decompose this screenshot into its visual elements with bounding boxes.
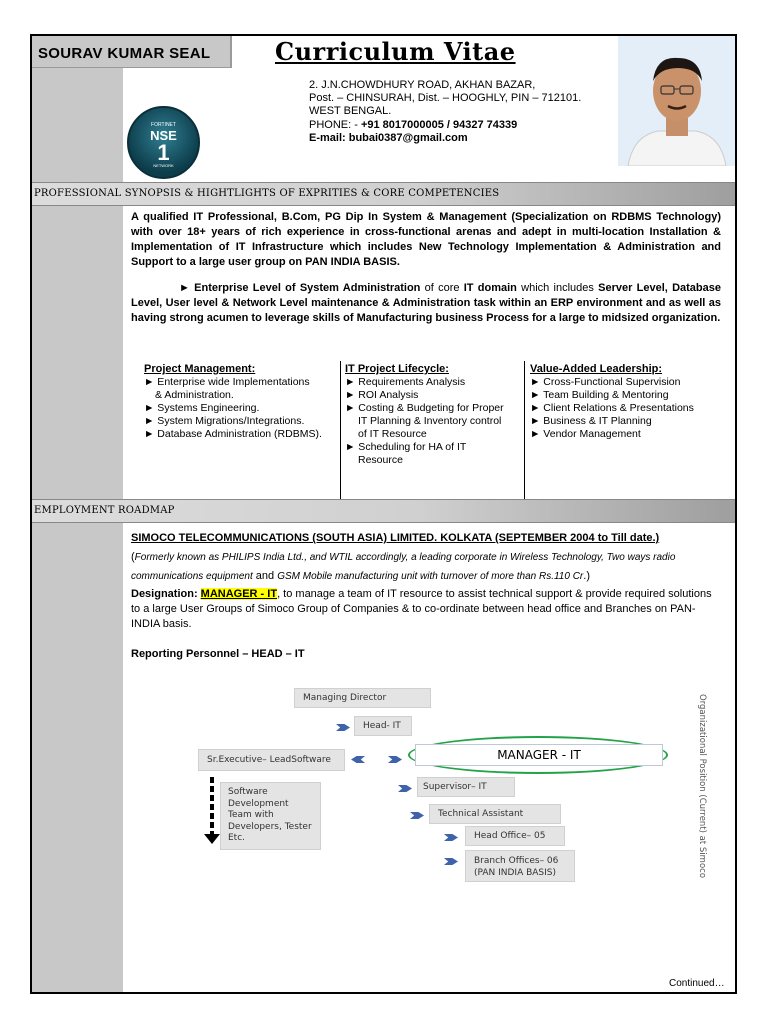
designation-paragraph [131,587,721,632]
column-item: ► Business & IT Planning [530,415,652,427]
arrow-right-icon [388,756,402,763]
cv-title: Curriculum Vitae [275,37,516,66]
badge-line-1: FORTINET [151,122,176,128]
profile-photo [618,36,735,166]
vertical-caption [697,694,711,894]
arrow-right-icon [444,834,458,841]
column-item: ► Database Administration (RDBMS). [144,428,322,440]
column-title: Project Management: [144,363,256,375]
synopsis-section-header: PROFESSIONAL SYNOPSIS & HIGHTLIGHTS OF EXPRITIES & CORE COMPETENCIES [32,182,735,206]
column-divider [340,361,341,499]
designation-role: MANAGER - IT [200,588,278,600]
column-item: IT Planning & Inventory control [358,415,502,427]
column-item: ► Client Relations & Presentations [530,402,694,414]
column-divider [524,361,525,499]
reporting-personnel: Reporting Personnel – HEAD – IT [131,648,305,660]
column-item: ► Scheduling for HA of IT [345,441,467,453]
arrow-down-icon [204,834,220,844]
company-heading: SIMOCO TELECOMMUNICATIONS (SOUTH ASIA) LIMITED. KOLKATA (SEPTEMBER 2004 to Till date.) [131,532,660,544]
column-item: & Administration. [155,389,234,401]
arrow-right-icon [398,785,412,792]
column-item: ► Systems Engineering. [144,402,260,414]
synopsis-p2-e: Server Level, Database Level, User level & Network Level maintenance & Administration task within an ERP environment and as well as having strong acumen to leverage skills of Manufacturing business Process for a large to midsized organization. [131,282,721,324]
column-item: ► Vendor Management [530,428,641,440]
synopsis-p2-a: ► Enterprise Level of System Administration [179,282,421,294]
synopsis-p2-c: IT domain [463,282,517,294]
column-item: ► ROI Analysis [345,389,419,401]
software-line: Etc. [228,833,246,843]
nse-certification-badge [127,106,200,179]
column-item: ► Enterprise wide Implementations [144,376,310,388]
badge-line-4: NETWORK [153,163,174,168]
arrow-right-icon [336,724,350,731]
column-item: Resource [358,454,403,466]
candidate-name: SOURAV KUMAR SEAL [32,36,232,68]
cv-page [30,34,737,994]
phone-value: +91 8017000005 / 94327 74339 [360,118,518,131]
column-title: Value-Added Leadership: [530,363,663,375]
org-manager-it: MANAGER - IT [415,744,663,766]
branch-line-1: Branch Offices– 06 [474,856,559,866]
synopsis-paragraph-2 [131,281,721,326]
company-desc-a: Formerly known as PHILIPS India Ltd., and WTIL accordingly, a leading corporate in Wireless Technology, Two ways radio communications equipment [131,552,676,582]
org-supervisor-it: Supervisor– IT [417,777,515,797]
person-portrait-icon [618,36,735,166]
org-head-it: Head- IT [354,716,412,736]
column-item: of IT Resource [358,428,427,440]
synopsis-paragraph-1: A qualified IT Professional, B.Com, PG Dip In System & Management (Specialization on RDBMS Technology) with over 18+ years of rich experience in cross-functional arenas and adept in multi-location Installation & Implementation of IT Infrastructure which includes New Technology Implementation & Administration and Support to a large user group on PAN INDIA BASIS. [131,211,721,268]
arrow-left-icon [351,756,365,763]
company-desc-and: and [252,570,278,582]
company-desc-b: GSM Mobile manufacturing unit with turnover of more than Rs.110 Cr [277,571,584,582]
synopsis-p2-d: which includes [516,282,599,294]
org-head-office: Head Office– 05 [465,826,565,846]
phone [309,119,581,132]
designation-text: , to manage a team of IT resource to assist technical support & provide required solutions to a large User Groups of Simoco Group of Companies & to co-ordinate between head office and Branches on PAN-INDIA basis. [131,588,712,630]
software-line: Team with [228,810,274,820]
competency-column-leadership [530,363,694,441]
synopsis-p2-b: of core [420,282,464,294]
address-line-2: Post. – CHINSURAH, Dist. – HOOGHLY, PIN – 712101. [309,92,582,105]
contact-block [309,79,581,145]
column-title: IT Project Lifecycle: [345,363,449,375]
arrow-right-icon [410,812,424,819]
designation-label: Designation: [131,588,201,600]
org-managing-director: Managing Director [294,688,431,708]
employment-section-header: EMPLOYMENT ROADMAP [32,499,735,523]
software-line: Developers, Tester [228,821,312,832]
column-item: ► Requirements Analysis [345,376,466,388]
column-item: ► Team Building & Mentoring [530,389,669,401]
column-item: ► Costing & Budgeting for Proper [345,402,504,414]
branch-line-2: (PAN INDIA BASIS) [474,868,557,878]
competency-column-project-management [144,363,322,441]
arrow-right-icon [444,858,458,865]
column-item: ► Cross-Functional Supervision [530,376,681,388]
org-sr-executive: Sr.Executive– LeadSoftware [198,749,345,771]
org-branch-offices [465,850,575,882]
competency-column-it-lifecycle [345,363,504,467]
software-line: Software [228,787,268,797]
column-item: ► System Migrations/Integrations. [144,415,305,427]
badge-line-3: 1 [157,140,170,165]
email: E-mail: bubai0387@gmail.com [309,131,468,144]
phone-label: PHONE: - [309,118,361,131]
company-description [131,548,721,586]
address-line-1: 2. J.N.CHOWDHURY ROAD, AKHAN BAZAR, [309,79,536,91]
address-line-3: WEST BENGAL. [309,105,392,118]
badge-line-2: NSE [150,128,177,143]
dashed-down-line [210,777,214,834]
software-line: Development [228,798,289,809]
vertical-caption-text: Organizational Position (Current) at Simoco [697,694,707,879]
org-software-team [220,782,321,850]
paren-close: .) [583,570,590,582]
paren-open: ( [131,551,135,563]
org-technical-assistant: Technical Assistant [429,804,561,824]
continued-note: Continued… [669,978,725,989]
